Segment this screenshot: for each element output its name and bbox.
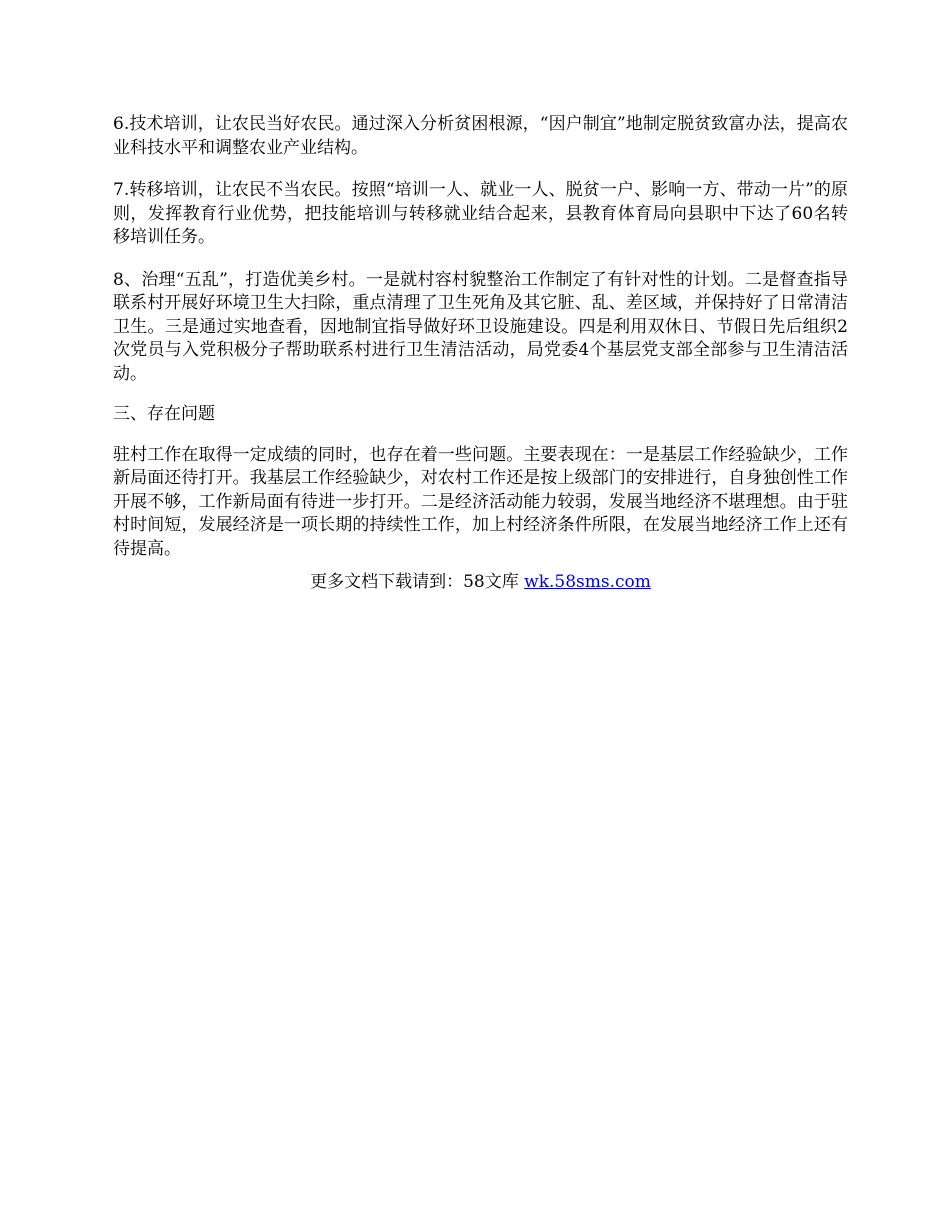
footer-prefix-text: 更多文档下载请到：58文库 [310, 572, 525, 592]
footer-download-note [113, 571, 848, 594]
paragraph-technical-training: 6.技术培训，让农民当好农民。通过深入分析贫困根源，“因户制宜”地制定脱贫致富办法，提高农业科技水平和调整农业产业结构。 [113, 114, 848, 158]
section-heading-problems: 三、存在问题 [113, 404, 215, 424]
document-page [113, 113, 848, 594]
paragraph-village-cleanup: 8、治理“五乱”，打造优美乡村。一是就村容村貌整治工作制定了有针对性的计划。二是督查指导联系村开展好环境卫生大扫除，重点清理了卫生死角及其它脏、乱、差区域，并保持好了日常清洁卫生。三是通过实地查看，因地制宜指导做好环卫设施建设。四是利用双休日、节假日先后组织2次党员与入党积极分子帮助联系村进行卫生清洁活动，局党委4个基层党支部全部参与卫生清洁活动。 [113, 269, 848, 384]
footer-website-link[interactable]: wk.58sms.com [524, 572, 651, 592]
paragraph-transfer-training: 7.转移培训，让农民不当农民。按照“培训一人、就业一人、脱贫一户、影响一方、带动一片”的原则，发挥教育行业优势，把技能培训与转移就业结合起来，县教育体育局向县职中下达了60名转移培训任务。 [113, 180, 848, 247]
paragraph-existing-problems: 驻村工作在取得一定成绩的同时，也存在着一些问题。主要表现在：一是基层工作经验缺少，工作新局面还待打开。我基层工作经验缺少，对农村工作还是按上级部门的安排进行，自身独创性工作开展不够，工作新局面有待进一步打开。二是经济活动能力较弱，发展当地经济不堪理想。由于驻村时间短，发展经济是一项长期的持续性工作，加上村经济条件所限，在发展当地经济工作上还有待提高。 [113, 444, 848, 559]
